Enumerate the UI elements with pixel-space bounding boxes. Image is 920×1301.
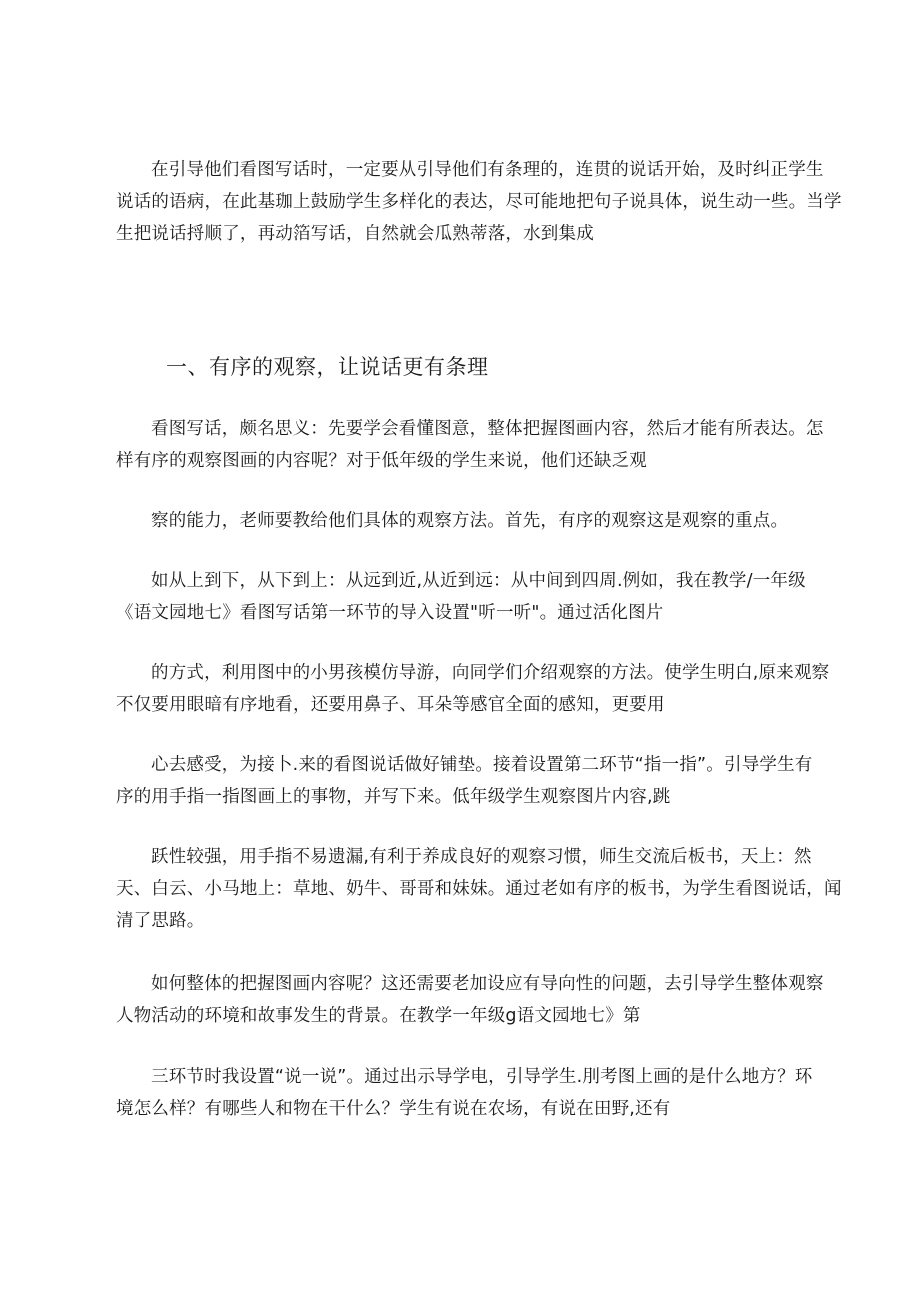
body-paragraph-1 [116, 413, 824, 477]
text-line: 心去感受，为接卜.来的看图说话做好铺垫。接着设置第二环节“指一指”。引导学生有 [151, 755, 813, 775]
text-line: 样有序的观察图画的内容呢？对于低年级的学生来说，他们还缺乏观 [116, 451, 647, 471]
text-line: 如从上到下，从下到上：从远到近,从近到远：从中间到四周.例如，我在教学/一年级 [151, 571, 806, 591]
intro-paragraph [116, 154, 842, 250]
text-line: 不仅要用眼暗有序地看，还要用鼻子、耳朵等感官全面的感知，更要用 [116, 695, 665, 715]
body-paragraph-7 [116, 968, 824, 1032]
body-paragraph-4 [116, 657, 830, 721]
text-line: 序的用手指一指图画上的事物，并写下来。低年级学生观察图片内容,跳 [116, 787, 671, 807]
text-line: 看图写话，颇名思义：先要学会看懂图意，整体把握图画内容，然后才能有所表达。怎 [151, 419, 824, 439]
text-line: 人物活动的环境和故事发生的背景。在教学一年级g语文园地七》第 [116, 1006, 641, 1026]
text-line: 境怎么样？有哪些人和物在干什么？学生有说在农场，有说在田野,还有 [116, 1099, 671, 1119]
text-line: 清了思路。 [116, 911, 205, 931]
body-paragraph-8 [116, 1061, 816, 1125]
text-line: 生把说话捋顺了，再动箔写话，自然就会瓜熟蒂落，水到集成 [116, 224, 594, 244]
body-paragraph-5 [116, 749, 816, 813]
section-heading: 一、有序的观察，让说话更有条理 [166, 355, 489, 379]
text-line: 天、白云、小马地上：草地、奶牛、哥哥和妹妹。通过老如有序的板书，为学生看图说话，闻 [116, 879, 842, 899]
text-line: 说话的语病，在此基珈上鼓励学生多样化的表达，尽可能地把句子说具体，说生动一些。当学 [116, 192, 842, 212]
text-line: 三环节时我设置“说一说”。通过出示导学电，引导学生.刖考图上画的是什么地方？环 [151, 1067, 813, 1087]
text-line: 跃性较强，用手指不易遗漏,有利于养成良好的观察习惯，师生交流后板书，天上：然 [151, 847, 812, 867]
text-line: 如何整体的把握图画内容呢？这还需要老加设应有导向性的问题，去引导学生整体观察 [151, 974, 824, 994]
body-paragraph-6 [116, 841, 842, 937]
text-line: 察的能力，老师要教给他们具体的观察方法。首先，有序的观察这是观察的重点。 [151, 511, 789, 531]
text-line: 的方式，利用图中的小男孩模仿导游，向同学们介绍观察的方法。使学生明白,原来观察 [151, 663, 830, 683]
body-paragraph-3 [116, 565, 816, 629]
text-line: 《语文园地七》看图写话第一环节的导入设置"听一听"。通过活化图片 [116, 603, 664, 623]
body-paragraph-2 [116, 505, 816, 537]
text-line: 在引导他们看图写话时，一定要从引导他们有条理的，连贯的说话开始，及时纠正学生 [151, 160, 824, 180]
